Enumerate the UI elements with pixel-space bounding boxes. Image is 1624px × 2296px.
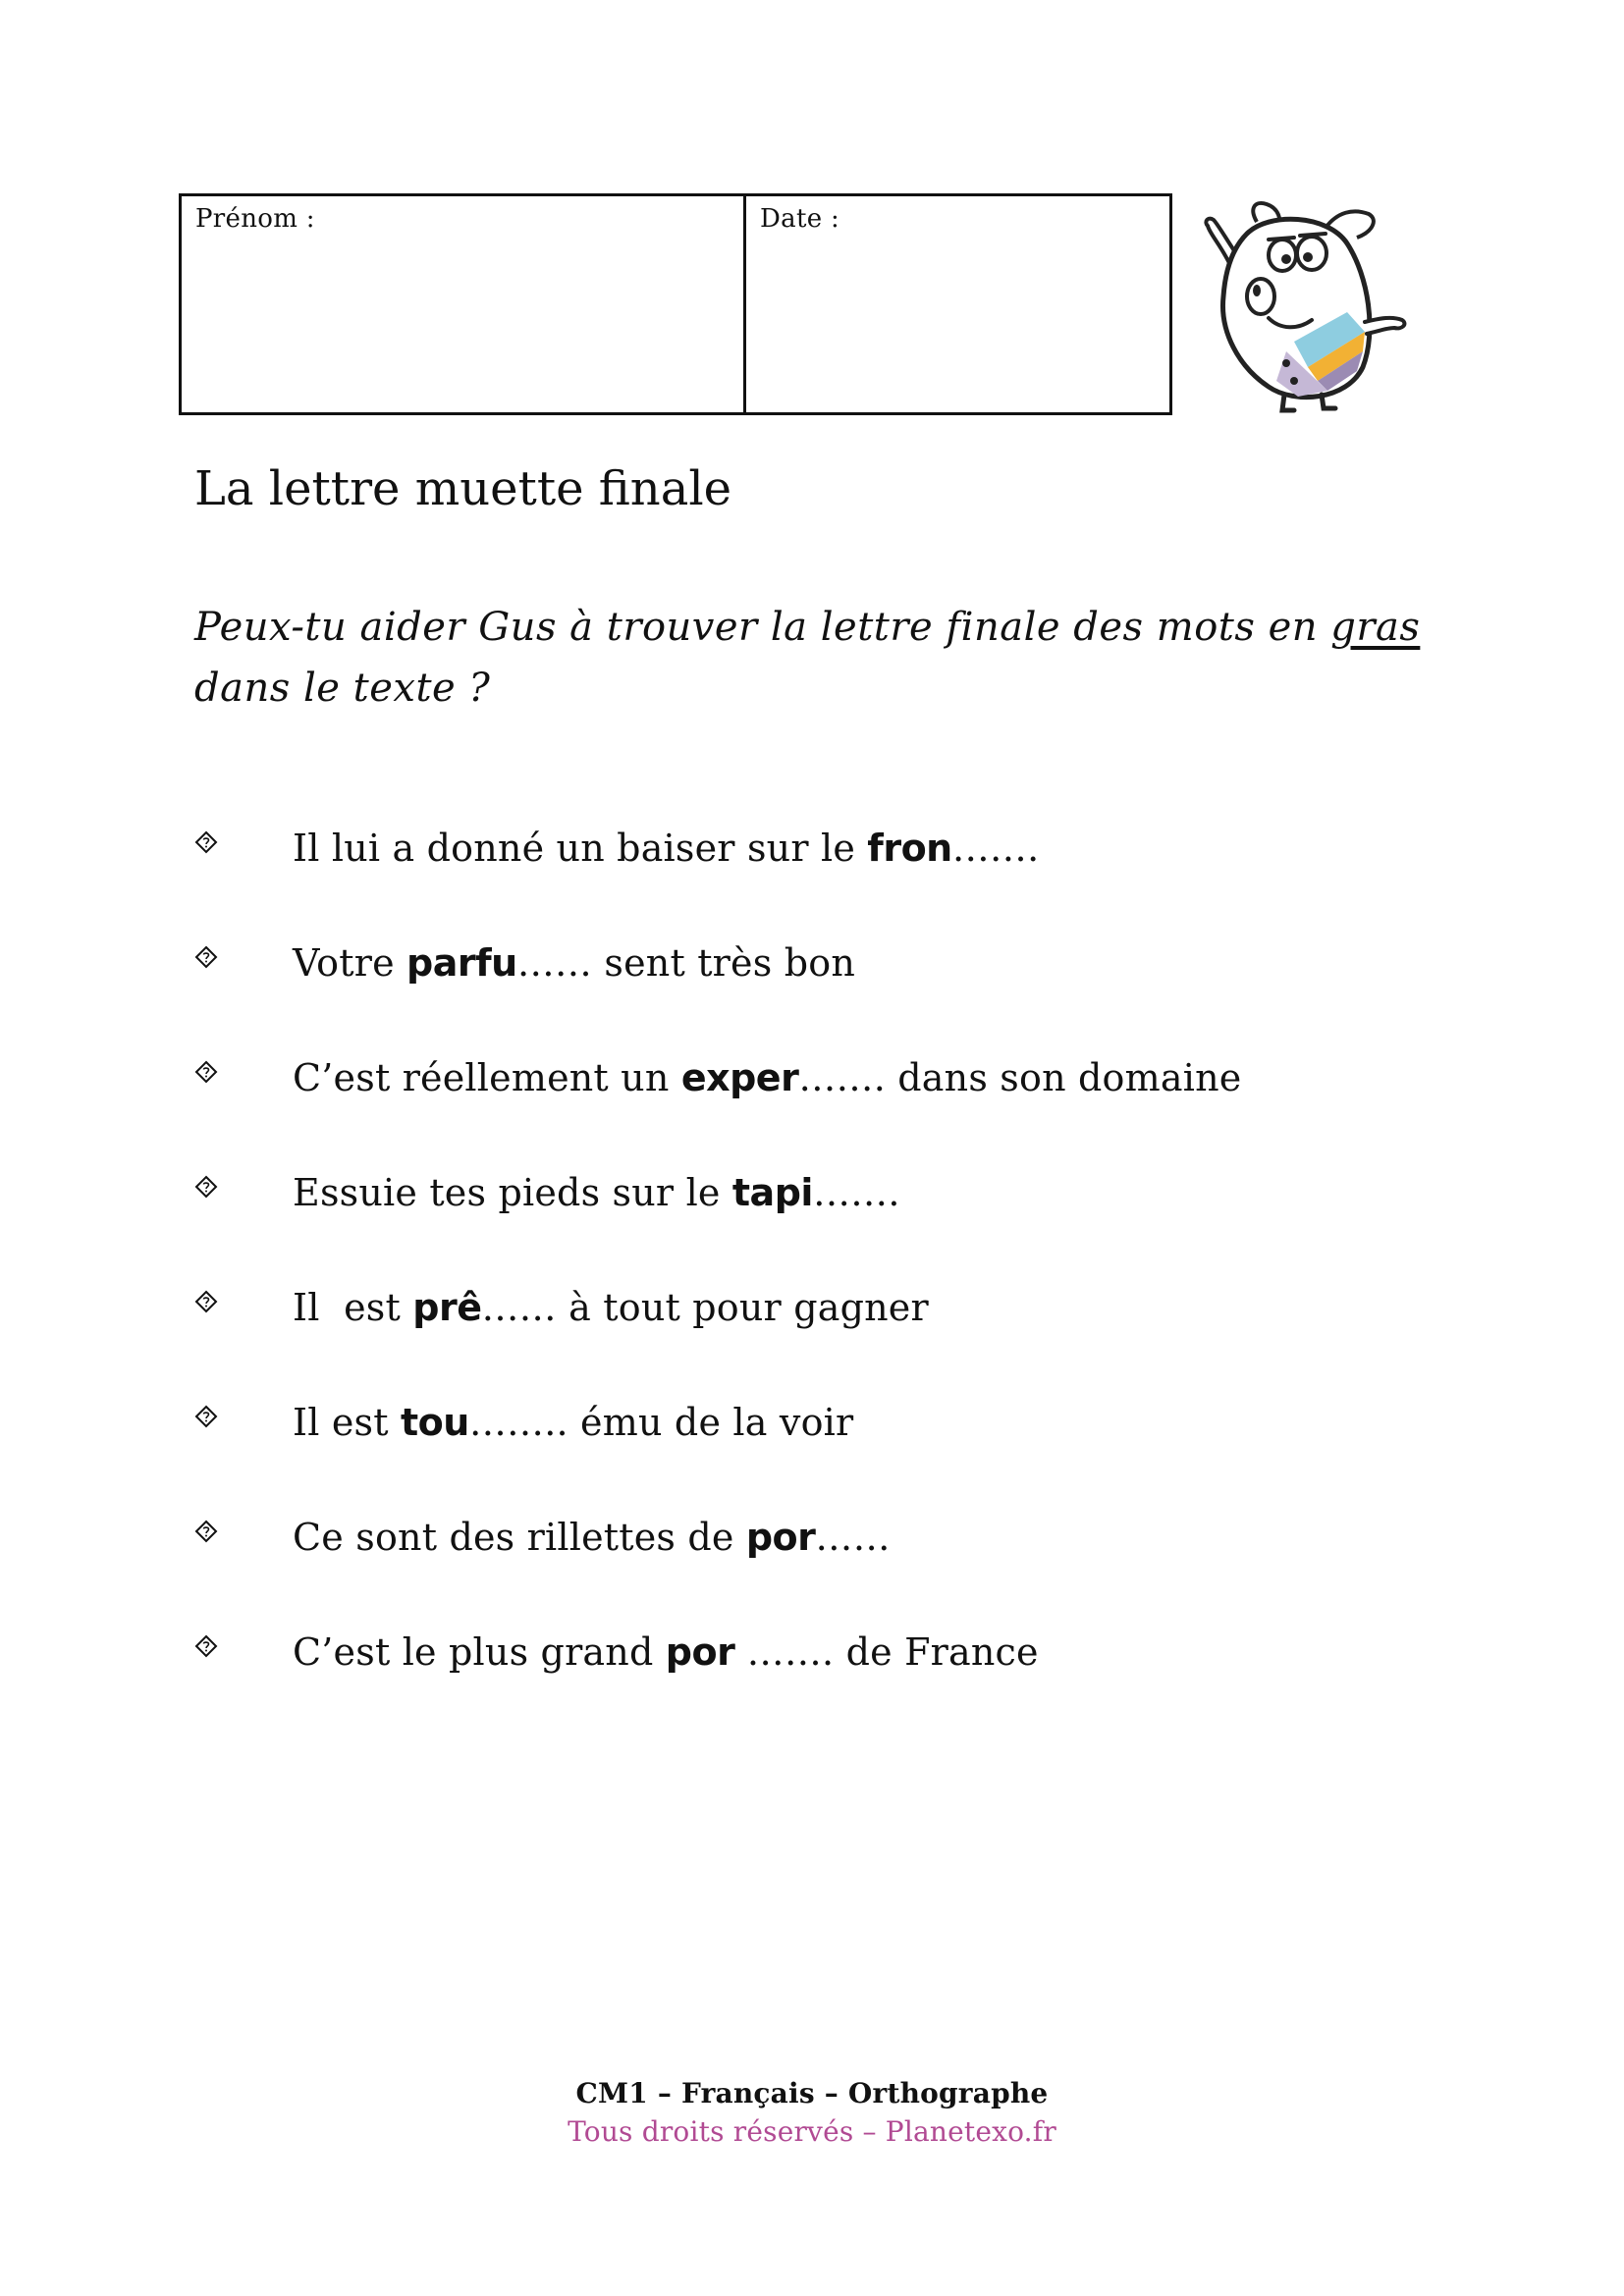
diamond-bullet-icon	[194, 825, 293, 854]
target-word: prê	[412, 1286, 482, 1329]
page-footer	[0, 2077, 1624, 2148]
instruction-underlined-word: gras	[1330, 605, 1421, 650]
target-word: tou	[400, 1401, 469, 1444]
diamond-bullet-icon	[194, 939, 293, 969]
instruction-part-2: dans le texte ?	[194, 666, 491, 711]
date-field[interactable]	[746, 196, 1169, 412]
diamond-bullet-icon	[194, 1284, 293, 1313]
header-table	[179, 193, 1172, 415]
exercise-list	[194, 825, 1422, 1743]
footer-copyright: Tous droits réservés – Planetexo.fr	[568, 2115, 1056, 2148]
exercise-sentence: C’est réellement un exper……. dans son domaine	[293, 1056, 1242, 1099]
date-label: Date :	[760, 204, 840, 234]
instruction-part-1: Peux-tu aider Gus à trouver la lettre finale des mots en	[194, 605, 1331, 650]
exercise-item	[194, 1169, 1422, 1284]
name-label: Prénom :	[195, 204, 315, 234]
answer-blank[interactable]: ……. de France	[734, 1630, 1039, 1674]
answer-blank[interactable]: …….. ému de la voir	[468, 1401, 854, 1444]
instruction-text	[194, 597, 1432, 719]
diamond-bullet-icon	[194, 1054, 293, 1084]
target-word: exper	[680, 1056, 799, 1099]
diamond-bullet-icon	[194, 1399, 293, 1428]
exercise-item	[194, 1514, 1422, 1629]
answer-blank[interactable]: …….	[951, 827, 1040, 870]
diamond-bullet-icon	[194, 1629, 293, 1658]
exercise-item	[194, 825, 1422, 939]
answer-blank[interactable]: ……	[815, 1516, 891, 1559]
exercise-sentence: Ce sont des rillettes de por……	[293, 1516, 891, 1559]
exercise-item	[194, 1629, 1422, 1743]
answer-blank[interactable]: …… à tout pour gagner	[481, 1286, 929, 1329]
gus-mascot-illustration	[1200, 194, 1416, 415]
answer-blank[interactable]: …… sent très bon	[516, 941, 855, 985]
target-word: fron	[867, 827, 952, 870]
exercise-item	[194, 1284, 1422, 1399]
name-field[interactable]	[182, 196, 746, 412]
exercise-item	[194, 1399, 1422, 1514]
answer-blank[interactable]: ……. dans son domaine	[798, 1056, 1242, 1099]
page-title: La lettre muette finale	[194, 461, 732, 516]
diamond-bullet-icon	[194, 1169, 293, 1199]
target-word: por	[745, 1516, 816, 1559]
exercise-sentence: Il lui a donné un baiser sur le fron…….	[293, 827, 1040, 870]
exercise-sentence: C’est le plus grand por ……. de France	[293, 1630, 1039, 1674]
exercise-sentence: Essuie tes pieds sur le tapi…….	[293, 1171, 900, 1214]
answer-blank[interactable]: …….	[812, 1171, 900, 1214]
footer-subject: CM1 – Français – Orthographe	[575, 2077, 1049, 2109]
exercise-sentence: Votre parfu…… sent très bon	[293, 941, 855, 985]
exercise-item	[194, 939, 1422, 1054]
exercise-item	[194, 1054, 1422, 1169]
target-word: tapi	[731, 1171, 813, 1214]
target-word: parfu	[406, 941, 517, 985]
exercise-sentence: Il est prê…… à tout pour gagner	[293, 1286, 929, 1329]
exercise-sentence: Il est tou…….. ému de la voir	[293, 1401, 854, 1444]
diamond-bullet-icon	[194, 1514, 293, 1543]
target-word: por	[665, 1630, 735, 1674]
